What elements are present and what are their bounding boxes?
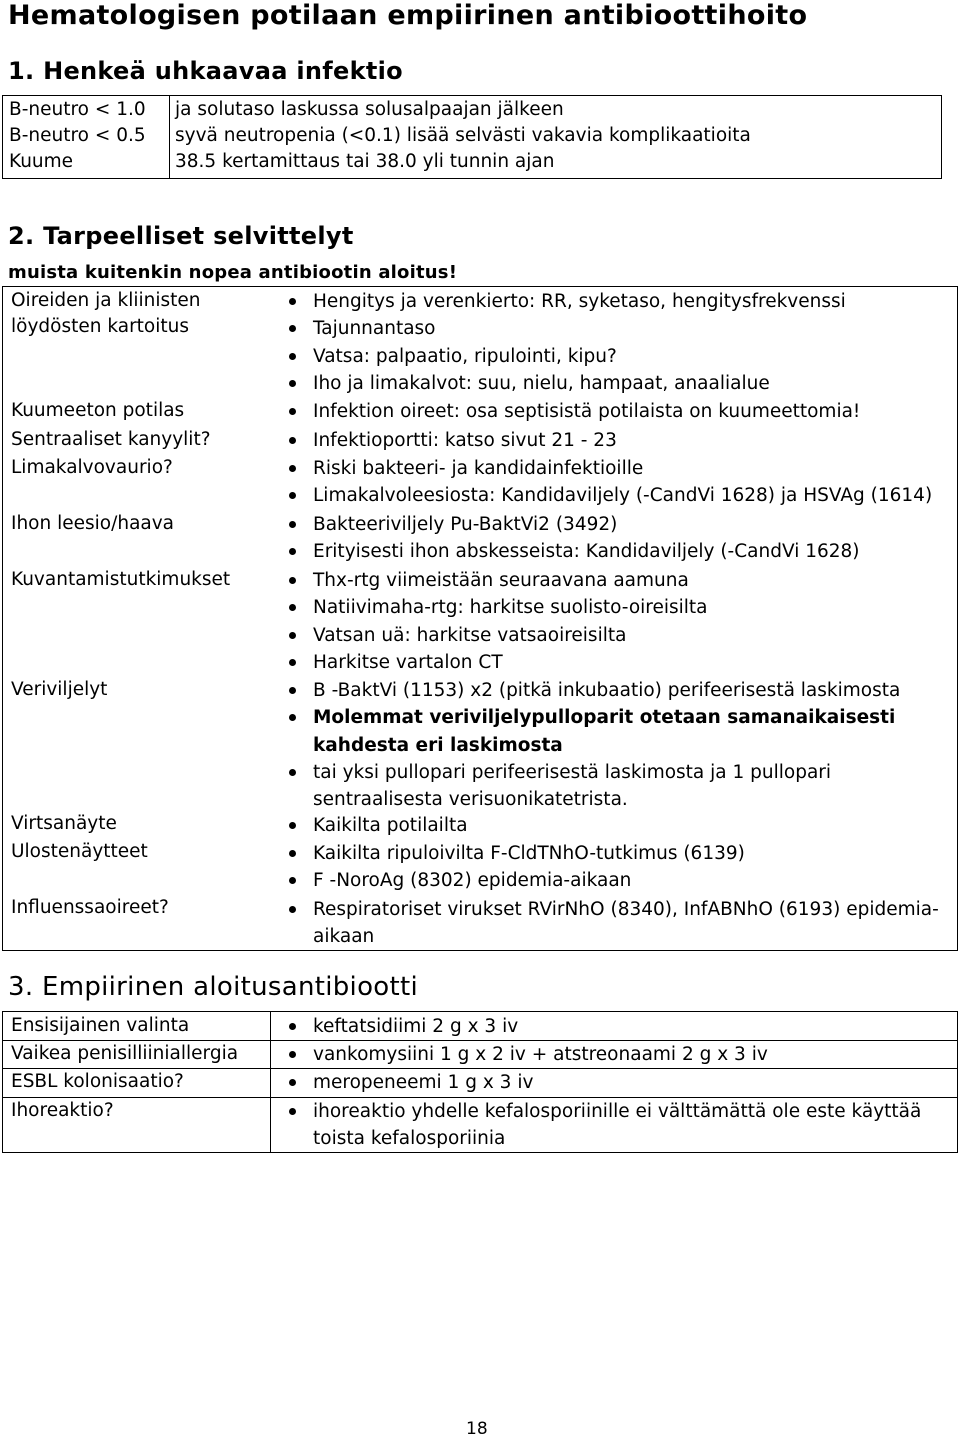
bullet-list [313, 1013, 518, 1040]
bullet-list [313, 1041, 768, 1068]
bullet-icon [289, 822, 296, 829]
bullet-list [313, 812, 468, 839]
list-item: meropeneemi 1 g x 3 iv [313, 1069, 533, 1096]
bullet-list [313, 427, 617, 454]
row-label: Kuumeeton potilas [11, 400, 185, 421]
bullet-icon [289, 353, 296, 360]
bullet-icon [289, 687, 296, 694]
bullet-icon [289, 298, 296, 305]
section3-heading: 3. Empiirinen aloitusantibiootti [8, 972, 418, 1002]
list-item-continuation: kahdesta eri laskimosta [313, 734, 563, 756]
list-item: vankomysiini 1 g x 2 iv + atstreonaami 2 g x 3 iv [313, 1041, 768, 1068]
row-label: löydösten kartoitus [11, 316, 190, 337]
page-number: 18 [466, 1419, 488, 1439]
table-divider [169, 96, 170, 178]
list-item: ihoreaktio yhdelle kefalosporiinille ei välttämättä ole este käyttää [313, 1098, 921, 1125]
bullet-list [313, 1069, 533, 1096]
row-label: Ulostenäytteet [11, 841, 148, 862]
table-value: syvä neutropenia (<0.1) lisää selvästi vakavia komplikaatioita [175, 125, 751, 146]
bullet-icon [289, 1108, 296, 1115]
bullet-icon [289, 521, 296, 528]
list-item: Infektioportti: katso sivut 21 - 23 [313, 427, 617, 454]
bullet-icon [289, 408, 296, 415]
bullet-icon [289, 714, 296, 721]
row-label: Influenssaoireet? [11, 897, 169, 918]
bullet-icon [289, 769, 296, 776]
bullet-icon [289, 437, 296, 444]
bullet-icon [289, 380, 296, 387]
bullet-icon [289, 548, 296, 555]
row-label: Sentraaliset kanyylit? [11, 429, 211, 450]
bullet-icon [289, 659, 296, 666]
list-item: Limakalvoleesiosta: Kandidaviljely (-CandVi 1628) ja HSVAg (1614) [313, 482, 932, 509]
list-item: Hengitys ja verenkierto: RR, syketaso, hengitysfrekvenssi [313, 288, 846, 315]
list-item: Vatsa: palpaatio, ripulointi, kipu? [313, 343, 846, 370]
list-item: Infektion oireet: osa septisistä potilaista on kuumeettomia! [313, 398, 860, 425]
bullet-icon [289, 850, 296, 857]
row-label: Ensisijainen valinta [11, 1015, 190, 1036]
bullet-list [313, 511, 860, 566]
bullet-icon [289, 906, 296, 913]
table-label: Kuume [9, 151, 74, 172]
bullet-icon [289, 577, 296, 584]
list-item: Tajunnantaso [313, 315, 846, 342]
row-label: Ihon leesio/haava [11, 513, 175, 534]
list-item: F -NoroAg (8302) epidemia-aikaan [313, 867, 745, 894]
bullet-icon [289, 1023, 296, 1030]
list-item: tai yksi pullopari perifeerisestä laskimosta ja 1 pullopari [313, 759, 900, 786]
bullet-icon [289, 492, 296, 499]
row-label: Oireiden ja kliinisten [11, 290, 201, 311]
table-value: 38.5 kertamittaus tai 38.0 yli tunnin ajan [175, 151, 555, 172]
list-item: Kaikilta potilailta [313, 812, 468, 839]
bullet-icon [289, 1051, 296, 1058]
bullet-icon [289, 604, 296, 611]
bullet-icon [289, 877, 296, 884]
bullet-list [313, 398, 860, 425]
list-item: Molemmat veriviljelypulloparit otetaan samanaikaisesti [313, 704, 900, 731]
table-divider [270, 1012, 271, 1152]
bullet-list [313, 840, 745, 895]
row-label: Vaikea penisilliiniallergia [11, 1043, 239, 1064]
list-item: Iho ja limakalvot: suu, nielu, hampaat, anaalialue [313, 370, 846, 397]
list-item: keftatsidiimi 2 g x 3 iv [313, 1013, 518, 1040]
row-label: ESBL kolonisaatio? [11, 1071, 184, 1092]
bullet-icon [289, 325, 296, 332]
list-item: Harkitse vartalon CT [313, 649, 708, 676]
list-item: B -BaktVi (1153) x2 (pitkä inkubaatio) perifeerisestä laskimosta [313, 677, 900, 704]
table-label: B-neutro < 1.0 [9, 99, 146, 120]
section3-table [2, 1011, 958, 1153]
table-value: ja solutaso laskussa solusalpaajan jälkeen [175, 99, 564, 120]
list-item: Thx-rtg viimeistään seuraavana aamuna [313, 567, 708, 594]
bullet-icon [289, 632, 296, 639]
row-label: Virtsanäyte [11, 813, 117, 834]
list-item: Kaikilta ripuloivilta F-CldTNhO-tutkimus (6139) [313, 840, 745, 867]
list-item: Vatsan uä: harkitse vatsaoireisilta [313, 622, 708, 649]
list-item-continuation: sentraalisesta verisuonikatetrista. [313, 789, 628, 811]
list-item: Natiivimaha-rtg: harkitse suolisto-oireisilta [313, 594, 708, 621]
list-item: Riski bakteeri- ja kandidainfektioille [313, 455, 932, 482]
bullet-list [313, 455, 932, 510]
section2-note: muista kuitenkin nopea antibiootin aloitus! [8, 262, 458, 283]
list-item: Respiratoriset virukset RVirNhO (8340), InfABNhO (6193) epidemia- [313, 896, 939, 923]
bullet-icon [289, 1079, 296, 1086]
bullet-list [313, 1098, 921, 1153]
section2-heading: 2. Tarpeelliset selvittelyt [8, 222, 354, 250]
table-label: B-neutro < 0.5 [9, 125, 146, 146]
bullet-list [313, 896, 939, 951]
row-label: Kuvantamistutkimukset [11, 569, 231, 590]
list-item: Bakteeriviljely Pu-BaktVi2 (3492) [313, 511, 860, 538]
bullet-list [313, 677, 900, 813]
bullet-list [313, 288, 846, 397]
page-title: Hematologisen potilaan empiirinen antibioottihoito [8, 0, 808, 31]
section1-table [2, 95, 942, 179]
bullet-icon [289, 465, 296, 472]
section2-table [2, 286, 958, 951]
bullet-list [313, 567, 708, 676]
list-item-continuation: aikaan [313, 926, 375, 948]
row-label: Limakalvovaurio? [11, 457, 173, 478]
list-item: Erityisesti ihon abskesseista: Kandidaviljely (-CandVi 1628) [313, 538, 860, 565]
list-item-continuation: toista kefalosporiinia [313, 1128, 506, 1150]
section1-heading: 1. Henkeä uhkaavaa infektio [8, 57, 403, 85]
row-label: Veriviljelyt [11, 679, 108, 700]
row-label: Ihoreaktio? [11, 1100, 114, 1121]
